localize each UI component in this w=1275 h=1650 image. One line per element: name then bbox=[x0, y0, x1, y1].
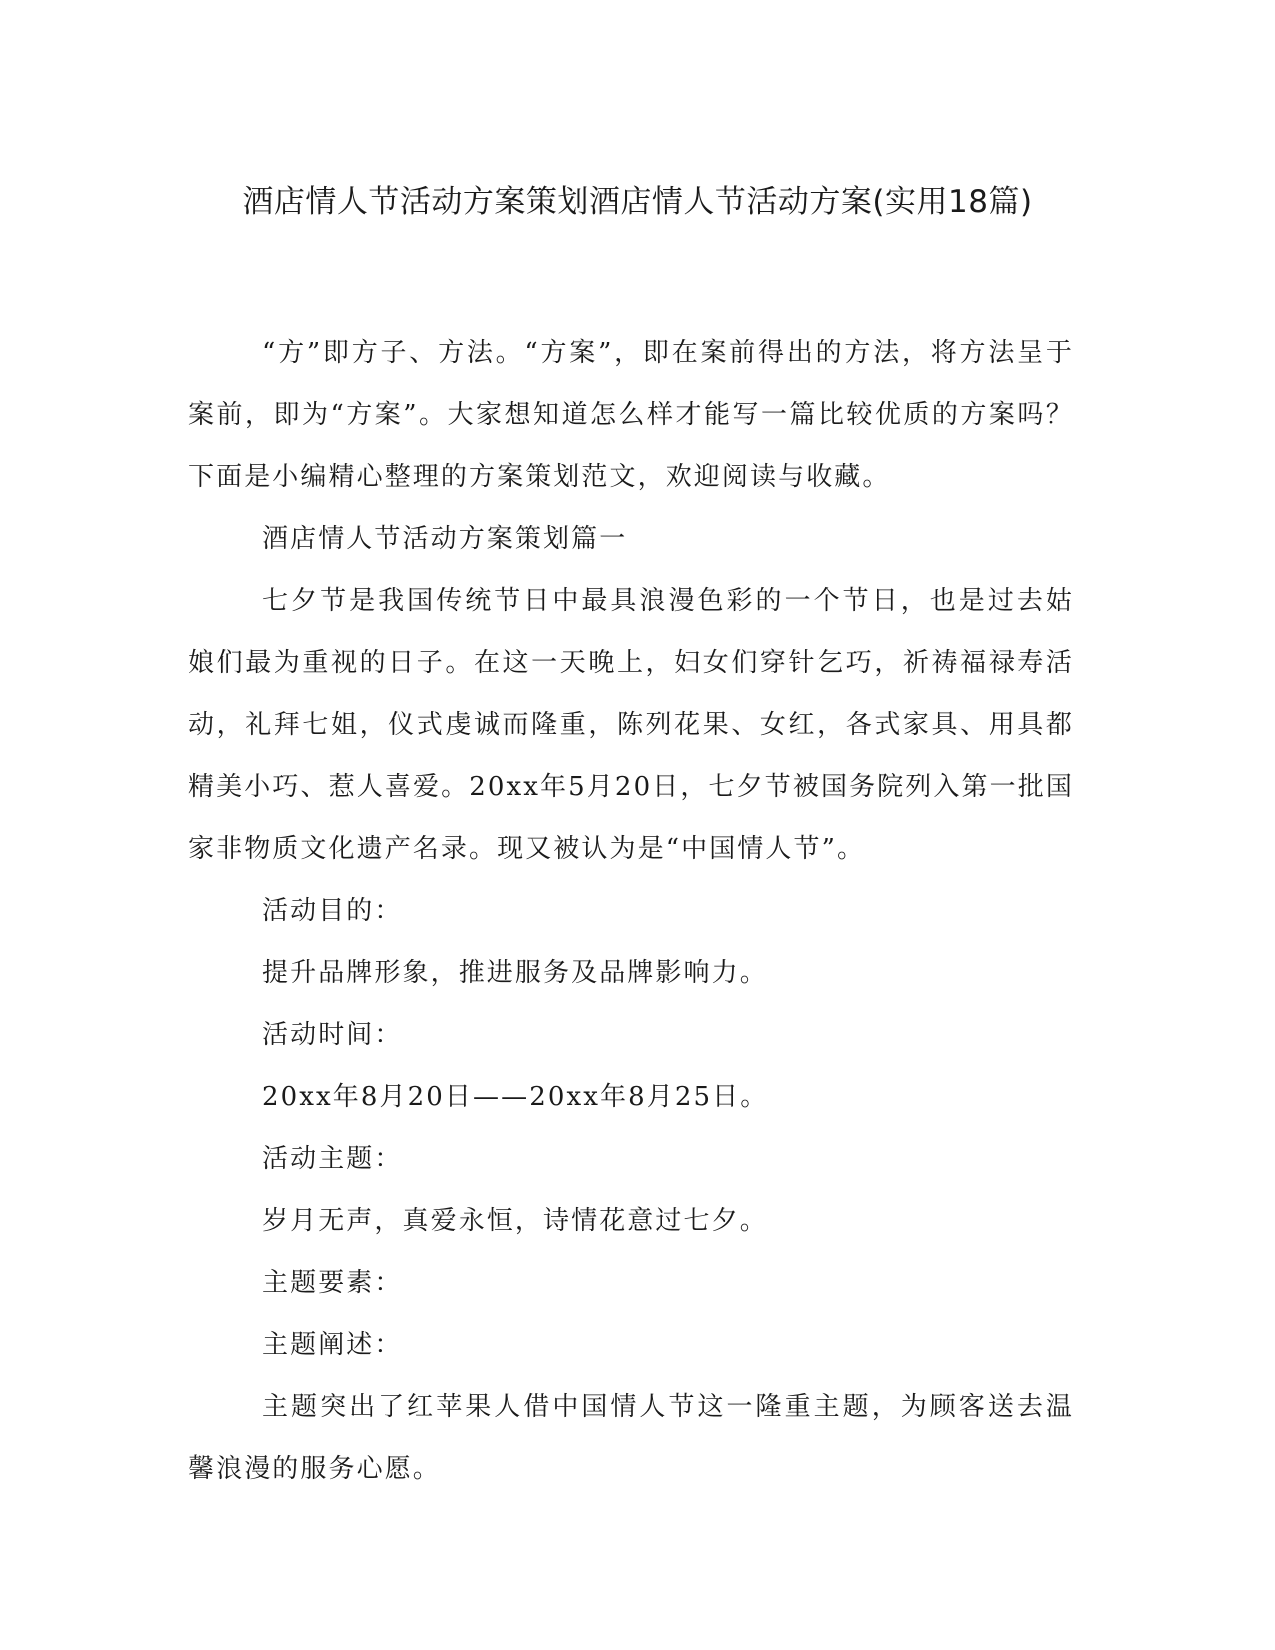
theme-text: 岁月无声，真爱永恒，诗情花意过七夕。 bbox=[262, 1206, 768, 1236]
document-body bbox=[188, 322, 1074, 1500]
time-text: 20xx年8月20日——20xx年8月25日。 bbox=[262, 1082, 769, 1112]
section-heading: 酒店情人节活动方案策划篇一 bbox=[262, 524, 628, 554]
time-label: 活动时间： bbox=[262, 1020, 403, 1050]
theme-explanation-label: 主题阐述： bbox=[262, 1330, 403, 1360]
theme-label: 活动主题： bbox=[262, 1144, 403, 1174]
theme-explanation-text: 主题突出了红苹果人借中国情人节这一隆重主题，为顾客送去温馨浪漫的服务心愿。 bbox=[188, 1392, 1074, 1484]
theme-elements-label: 主题要素： bbox=[262, 1268, 403, 1298]
qixi-background-paragraph: 七夕节是我国传统节日中最具浪漫色彩的一个节日，也是过去姑娘们最为重视的日子。在这一天晚上，妇女们穿针乞巧，祈祷福禄寿活动，礼拜七姐，仪式虔诚而隆重，陈列花果、女红，各式家具、用具都精美小巧、惹人喜爱。20xx年5月20日，七夕节被国务院列入第一批国家非物质文化遗产名录。现又被认为是“中国情人节”。 bbox=[188, 586, 1074, 864]
purpose-text: 提升品牌形象，推进服务及品牌影响力。 bbox=[262, 958, 768, 988]
intro-paragraph: “方”即方子、方法。“方案”，即在案前得出的方法，将方法呈于案前，即为“方案”。大家想知道怎么样才能写一篇比较优质的方案吗？下面是小编精心整理的方案策划范文，欢迎阅读与收藏。 bbox=[188, 338, 1074, 492]
purpose-label: 活动目的： bbox=[262, 896, 403, 926]
document-title: 酒店情人节活动方案策划酒店情人节活动方案(实用18篇) bbox=[242, 184, 1033, 220]
